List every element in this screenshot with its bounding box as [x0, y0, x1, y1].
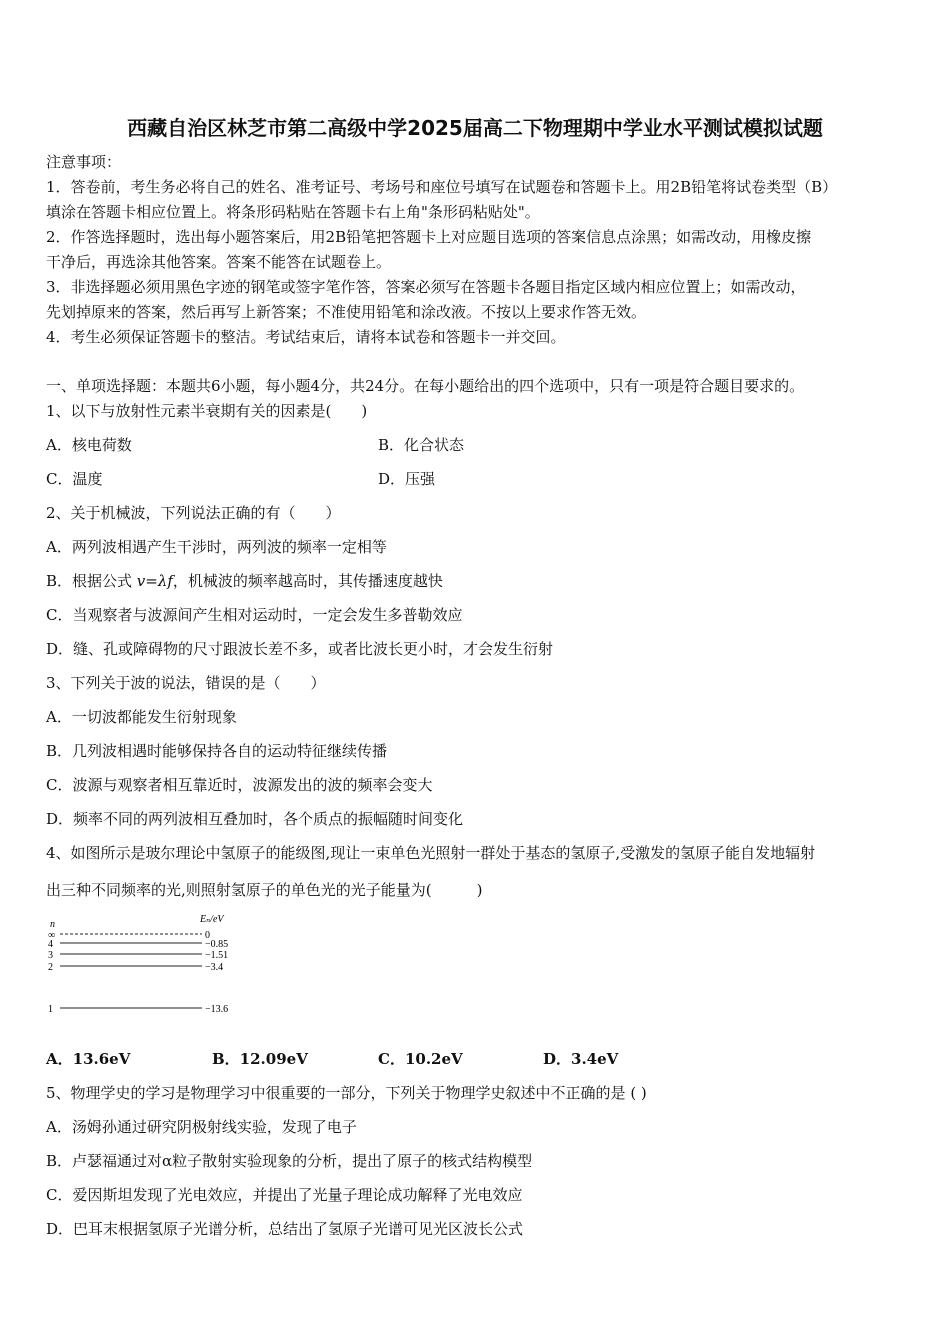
q5-option-c: C．爱因斯坦发现了光电效应，并提出了光量子理论成功解释了光电效应: [46, 1186, 523, 1204]
q1-option-b: B．化合状态: [378, 436, 465, 454]
q4-option-d: D．3.4eV: [543, 1050, 619, 1068]
q3-option-d: D．频率不同的两列波相互叠加时，各个质点的振幅随时间变化: [46, 810, 464, 828]
diagram-energy-label: Eₙ/eV: [200, 914, 224, 925]
q2-option-b-prefix: B．根据公式: [46, 572, 137, 590]
notice-line-1: 1．答卷前，考生务必将自己的姓名、准考证号、考场号和座位号填写在试题卷和答题卡上。用2B铅笔将试卷类型（B）: [46, 178, 838, 196]
energy-level-n-label: 3: [48, 950, 53, 961]
q3-stem: 3、下列关于波的说法，错误的是（ ）: [46, 674, 326, 692]
page-title: 西藏自治区林芝市第二高级中学2025届高二下物理期中学业水平测试模拟试题: [127, 116, 823, 140]
diagram-n-label: n: [50, 919, 55, 930]
q5-option-d: D．巴耳末根据氢原子光谱分析，总结出了氢原子光谱可见光区波长公式: [46, 1220, 524, 1238]
q1-option-c: C．温度: [46, 470, 103, 488]
energy-level-value-label: 0: [205, 930, 210, 941]
q2-option-d: D．缝、孔或障碍物的尺寸跟波长差不多，或者比波长更小时，才会发生衍射: [46, 640, 554, 658]
q5-option-b: B．卢瑟福通过对α粒子散射实验现象的分析，提出了原子的核式结构模型: [46, 1152, 533, 1170]
q1-stem: 1、以下与放射性元素半衰期有关的因素是( ): [46, 402, 368, 420]
q2-option-b-suffix: ，机械波的频率越高时，其传播速度越快: [172, 572, 443, 590]
q1-option-a: A．核电荷数: [46, 436, 132, 454]
notice-line-2: 填涂在答题卡相应位置上。将条形码粘贴在答题卡右上角"条形码粘贴处"。: [46, 203, 540, 221]
q2-option-a: A．两列波相遇产生干涉时，两列波的频率一定相等: [46, 538, 387, 556]
q2-formula: v=λf: [136, 572, 173, 590]
notice-line-4: 干净后，再选涂其他答案。答案不能答在试题卷上。: [46, 253, 392, 271]
section-heading: 一、单项选择题：本题共6小题，每小题4分，共24分。在每小题给出的四个选项中，只有一项是符合题目要求的。: [46, 377, 805, 395]
q3-option-a: A．一切波都能发生衍射现象: [46, 708, 237, 726]
energy-level-value-label: −0.85: [205, 939, 229, 950]
q1-option-d: D．压强: [378, 470, 436, 488]
notice-line-5: 3．非选择题必须用黑色字迹的钢笔或签字笔作答，答案必须写在答题卡各题目指定区域内相应位置上；如需改动，: [46, 278, 806, 296]
energy-level-n-label: 2: [48, 962, 53, 973]
energy-level-value-label: −1.51: [205, 950, 229, 961]
q3-option-b: B．几列波相遇时能够保持各自的运动特征继续传播: [46, 742, 388, 760]
notice-line-3: 2．作答选择题时，选出每小题答案后，用2B铅笔把答题卡上对应题目选项的答案信息点涂黑；如需改动，用橡皮擦: [46, 228, 812, 246]
q2-option-b: [46, 571, 443, 591]
notice-line-7: 4．考生必须保证答题卡的整洁。考试结束后，请将本试卷和答题卡一并交回。: [46, 328, 566, 346]
notice-line-6: 先划掉原来的答案，然后再写上新答案；不准使用铅笔和涂改液。不按以上要求作答无效。: [46, 303, 647, 321]
q4-stem-line-1: 4、如图所示是玻尔理论中氢原子的能级图,现让一束单色光照射一群处于基态的氢原子,受激发的氢原子能自发地辐射: [46, 844, 816, 862]
q5-stem: 5、物理学史的学习是物理学习中很重要的一部分，下列关于物理学史叙述中不正确的是 ( ): [46, 1084, 647, 1102]
energy-level-value-label: −13.6: [205, 1004, 229, 1015]
q5-option-a: A．汤姆孙通过研究阴极射线实验，发现了电子: [46, 1118, 357, 1136]
q3-option-c: C．波源与观察者相互靠近时，波源发出的波的频率会变大: [46, 776, 433, 794]
energy-level-diagram: [44, 910, 254, 1020]
q4-option-b: B．12.09eV: [212, 1050, 308, 1068]
notice-heading: 注意事项：: [46, 153, 122, 171]
energy-level-n-label: 4: [48, 939, 53, 950]
energy-level-value-label: −3.4: [205, 962, 224, 973]
q2-option-c: C．当观察者与波源间产生相对运动时，一定会发生多普勒效应: [46, 606, 463, 624]
q2-stem: 2、关于机械波，下列说法正确的有（ ）: [46, 504, 341, 522]
energy-level-n-label: ∞: [48, 930, 56, 941]
energy-level-n-label: 1: [48, 1004, 53, 1015]
q4-stem-line-2: 出三种不同频率的光,则照射氢原子的单色光的光子能量为( ): [46, 881, 483, 899]
q4-option-a: A．13.6eV: [46, 1050, 131, 1068]
q4-option-c: C．10.2eV: [378, 1050, 463, 1068]
